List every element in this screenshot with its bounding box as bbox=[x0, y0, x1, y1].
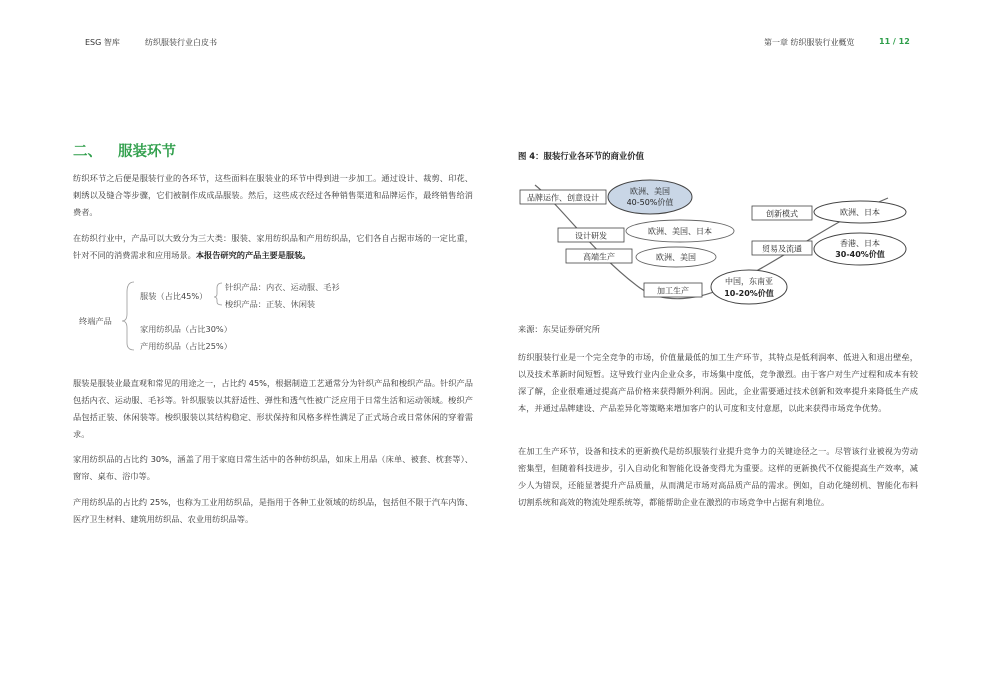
label-brand-ops: 品牌运作、创意设计 bbox=[527, 193, 599, 203]
tree-home: 家用纺织品（占比30%） bbox=[140, 324, 232, 334]
bubble-high-end-region: 欧洲、美国 bbox=[656, 253, 696, 262]
bubble-trade-region: 香港、日本 bbox=[840, 239, 880, 248]
page-number: 11 / 12 bbox=[879, 37, 910, 46]
paragraph-equipment: 在加工生产环节，设备和技术的更新换代是纺织服装行业提升竞争力的关键途径之一。尽管该行业被视为劳动密集型，但随着科技进步，引入自动化和智能化设备变得尤为重要。这样的更新换代不仅能提高生产效率，减少人为错误，还能显著提升产品质量，从而满足市场对高品质产品的需求。例如，自动化缝纫机、智能化布料切割系统和高效的物流处理系统等，都能帮助企业在激烈的市场竞争中占据有利地位。 bbox=[518, 446, 918, 507]
bubble-china-value: 10-20%价值 bbox=[724, 289, 774, 298]
document-title: 纺织服装行业白皮书 bbox=[145, 38, 217, 47]
section-title: 服装环节 bbox=[118, 144, 176, 160]
section-number: 二、 bbox=[73, 144, 102, 160]
bubble-china-region: 中国，东南亚 bbox=[725, 277, 773, 286]
tree-knit: 针织产品：内衣、运动服、毛衫 bbox=[225, 282, 340, 292]
bubble-top-value: 40-50%价值 bbox=[626, 198, 674, 207]
categories-text: 在纺织行业中，产品可以大致分为三大类：服装、家用纺织品和产用纺织品，它们各自占据市场的一定比重，针对不同的消费需求和应用场景。 bbox=[73, 233, 473, 260]
label-innovation: 创新模式 bbox=[766, 209, 798, 219]
tree-woven: 梭织产品：正装、休闲装 bbox=[225, 299, 316, 309]
brand-name: ESG 智库 bbox=[85, 38, 120, 47]
categories-bold-note: 本报告研究的产品主要是服装。 bbox=[195, 250, 311, 260]
paragraph-industrial-textiles: 产用纺织品的占比约 25%，也称为工业用纺织品，是指用于各种工业领域的纺织品，包括但不限于汽车内饰、医疗卫生材料、建筑用纺织品、农业用纺织品等。 bbox=[73, 497, 473, 524]
label-processing: 加工生产 bbox=[657, 286, 689, 296]
paragraph-home-textiles: 家用纺织品的占比约 30%，涵盖了用于家庭日常生活中的各种纺织品，如床上用品（床单、被套、枕套等）、窗帘、桌布、浴巾等。 bbox=[73, 454, 473, 481]
bubble-top-region: 欧洲、美国 bbox=[630, 187, 670, 196]
bubble-china bbox=[711, 270, 787, 304]
paragraph-intro: 纺织环节之后便是服装行业的各环节，这些面料在服装业的环节中得到进一步加工。通过设计、裁剪、印花、刺绣以及缝合等步骤，它们被制作成成品服装。然后，这些成衣经过各种销售渠道和品牌运作，最终销售给消费者。 bbox=[73, 173, 473, 217]
tree-clothing: 服装（占比45%） bbox=[140, 291, 208, 301]
figure-title: 图 4：服装行业各环节的商业价值 bbox=[518, 151, 644, 161]
bubble-innovation-region: 欧洲、日本 bbox=[840, 208, 880, 217]
chapter-title: 第一章 纺织服装行业概览 bbox=[764, 38, 855, 47]
bubble-design-region: 欧洲、美国、日本 bbox=[648, 227, 712, 236]
tree-root: 终端产品 bbox=[79, 316, 112, 326]
tree-industrial: 产用纺织品（占比25%） bbox=[140, 341, 232, 351]
paragraph-clothing: 服装是服装业最直观和常见的用途之一，占比约 45%，根据制造工艺通常分为针织产品和梭织产品。针织产品包括内衣、运动服、毛衫等。针织服装以其舒适性、弹性和透气性被广泛应用于日常生活和运动领域。梭织产品包括正装、休闲装等。梭织服装以其结构稳定、形状保持和风格多样性满足了正式场合或日常休闲的穿着需求。 bbox=[73, 378, 473, 439]
label-high-end: 高端生产 bbox=[583, 252, 615, 262]
bubble-trade bbox=[814, 233, 906, 265]
figure-source: 来源：东吴证券研究所 bbox=[518, 324, 600, 334]
bubble-trade-value: 30-40%价值 bbox=[835, 250, 885, 259]
bubble-top bbox=[608, 180, 692, 214]
paragraph-competition: 纺织服装行业是一个完全竞争的市场，价值量最低的加工生产环节，其特点是低利润率、低进入和退出壁垒，以及技术革新时间短暂。这导致行业内企业众多，市场集中度低，竞争激烈。由于客户对生产过程和成本有较深了解，企业很难通过提高产品价格来获得额外利润。因此，企业需要通过技术创新和效率提升来降低生产成本，并通过品牌建设、产品差异化等策略来增加客户的认可度和支付意愿，以此来获得市场竞争优势。 bbox=[518, 352, 918, 413]
label-trade: 贸易及流通 bbox=[762, 244, 802, 254]
label-design-rd: 设计研发 bbox=[575, 231, 607, 241]
